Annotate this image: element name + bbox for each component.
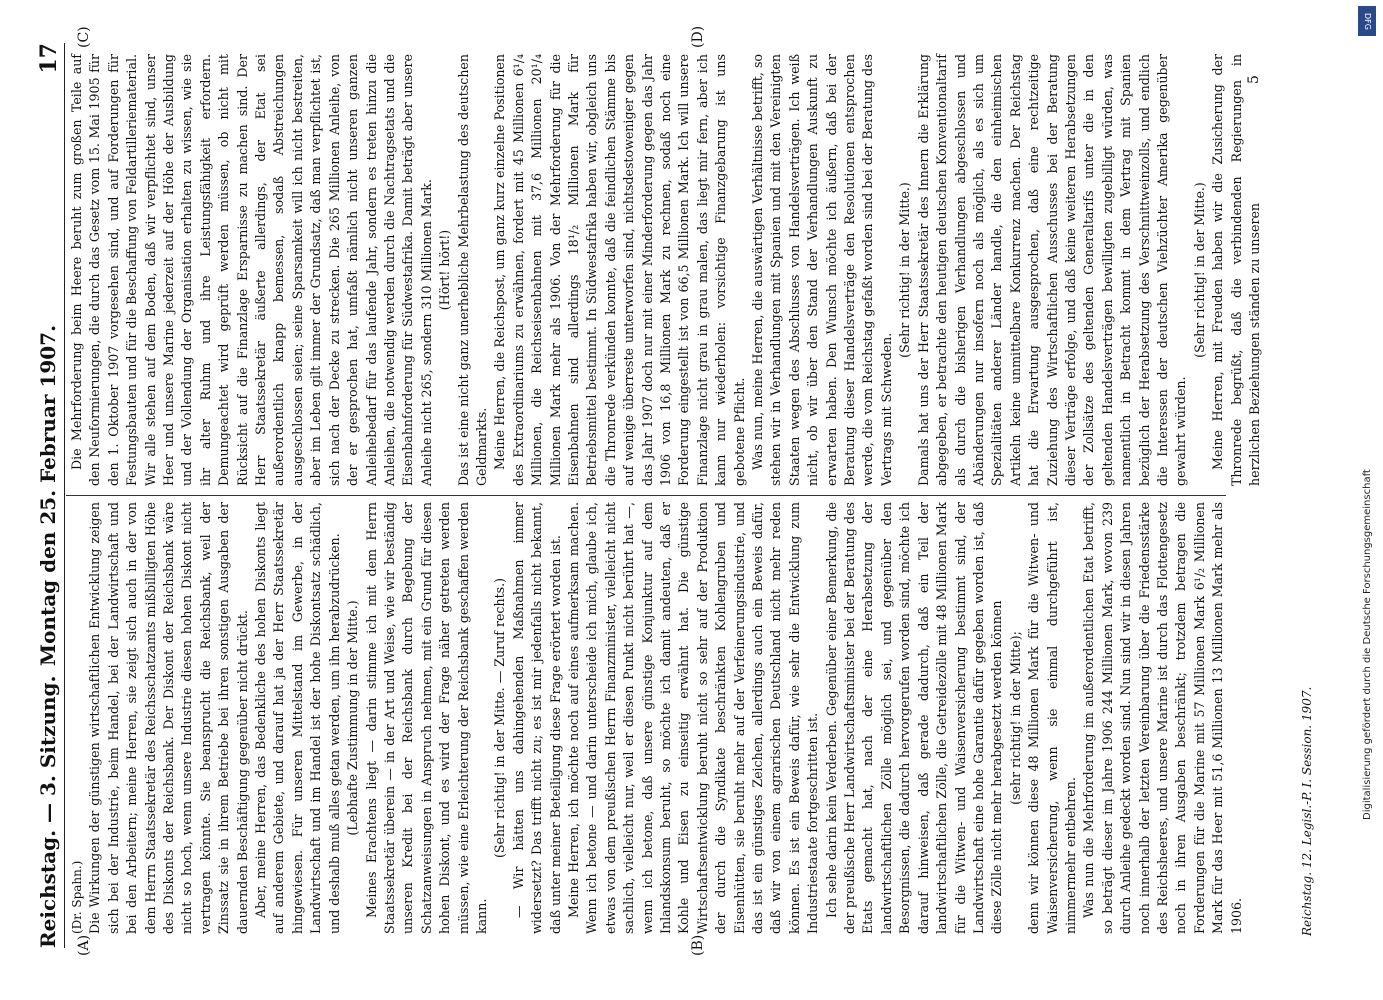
right-column — [68, 54, 1264, 486]
margin-letter-c: (C) — [76, 26, 92, 48]
header-date: Montag den 25. Februar 1907. — [36, 324, 60, 667]
right-column-paragraph: Die Mehrforderung beim Heere beruht zum großen Teile auf den Neuformierungen, die durch das Gesetz vom 15. Mai 1905 für den 1. Oktober 1907 vorgesehen sind, und auf Forderungen für Festungsbauten und für die Beschaffung von Feldartilleriematerial. Wir alle stehen auf dem Boden, daß wir verpflichtet sind, unser Heer und unsere Marine jederzeit auf der Höhe der Ausbildung und der Vollendung der Organisation erhalten zu wissen, wie sie ihr alter Ruhm und ihre Leistungsfähigkeit erfordern. Demungeachtet wird geprüft werden müssen, ob nicht mit Rücksicht auf die Finanzlage Ersparnisse zu machen sind. Der Herr Staatssekretär äußerte allerdings, der Etat sei außerordentlich knapp bemessen, sodaß Abstreichungen ausgeschlossen seien; seine Sparsamkeit will ich nicht bestreiten, aber im Leben gilt immer der Grundsatz, daß man verpflichtet ist, sich nach der Decke zu strecken. Die 265 Millionen Anleihe, von der er gesprochen hat, umfaßt nämlich nicht unseren ganzen Anleihebedarf für das laufende Jahr, sondern es treten hinzu die Anleihen, die notwendig werden durch die Nachtragsetats und die Eisenbahnforderung für Südwestafrika. Damit beträgt aber unsere Anleihe nicht 265, sondern 310 Millionen Mark. — [69, 54, 434, 486]
right-column-paragraph: (Sehr richtig! in der Mitte.) — [897, 182, 913, 358]
right-column-paragraph: Meine Herren, die Reichspost, um ganz kurz einzelne Positionen des Extraordinariums zu erwähnen, fordert mit 45 Millionen 6¹/₄ Millionen, die Reichseisenbahnen mit 37,6 Millionen 20¹/₄ Millionen Mark mehr als 1906. Von der Mehrforderung für die Eisenbahnen sind allerdings 18¹/₂ Millionen Mark für Betriebsmittel bestimmt. In Südwestafrika haben wir, obgleich uns die Thronrede verkünden konnte, daß die feindlichen Stämme bis auf wenige überreste unterworfen sind, nichtsdestoweniger gegen das Jahr 1907 doch nur mit einer Minderforderung gegen das Jahr 1906 von 16,8 Millionen Mark zu rechnen, sodaß noch eine Forderung eingestellt ist von 66,5 Millionen Mark. Ich will unsere Finanzlage nicht grau in grau malen, das liegt mir fern, aber ich kann nur wiederholen: vorsichtige Finanzgebarung ist uns gebotene Pflicht. — [492, 54, 747, 486]
right-column-paragraph: Das ist eine nicht ganz unerhebliche Mehrbelastung des deutschen Geldmarkts. — [455, 54, 489, 486]
right-column-paragraph: (Sehr richtig! in der Mitte.) — [1191, 182, 1207, 358]
margin-letter-d: (D) — [690, 25, 706, 48]
left-column-paragraph: Ich sehe darin kein Verderben. Gegenüber einer Bemerkung, die der preußische Herr Landwirtschaftsminister bei der Beratung des Etats gemacht hat, nach der eine Herabsetzung der landwirtschaftlichen Zölle möglich sei, und gegenüber den Besorgnissen, die dadurch hervorgerufen worden sind, möchte ich darauf hinweisen, daß gerade dadurch, daß ein Teil der landwirtschaftlichen Zölle, die Getreidezölle mit 48 Millionen Mark für die Witwen- und Waisenversicherung bestimmt sind, der Landwirtschaft eine hohe Garantie dafür gegeben worden ist, daß diese Zölle nicht mehr herabgesetzt werden können — [823, 502, 1005, 934]
margin-letter-a: (A) — [76, 934, 92, 956]
right-column-paragraph: Damals hat uns der Herr Staatssekretär des Innern die Erklärung abgegeben, er betrachte den heutigen deutschen Konventionaltarif als durch die bisherigen Verhandlungen abgeschlossen und Abänderungen nur insofern noch als möglich, als es sich um Spezialitäten anderer Länder handle, die den einheimischen Artikeln keine unmittelbare Konkurrenz machen. Der Reichstag hat die Erwartung ausgesprochen, daß eine rechtzeitige Zuziehung des Wirtschaftlichen Ausschusses bei der Beratung dieser Verträge erfolge, und daß keine weiteren Herabsetzungen der Zollsätze des geltenden Generaltarifs unter die in den geltenden Handelsverträgen bewilligten zugebilligt würden, was namentlich in Betracht kommt in dem Vertrag mit Spanien bezüglich der Herabsetzung des Verschnittweinzolls, und endlich die Interessen der deutschen Viehzüchter Amerika gegenüber gewahrt würden. — [915, 54, 1189, 486]
left-column-paragraph: Die Wirkungen der günstigen wirtschaftlichen Entwicklung zeigen sich bei der Industrie, beim Handel, bei der Landwirtschaft und bei den Arbeitern; meine Herren, sie zeigt sich auch in der von dem Herrn Staatssekretär des Reichsschatzamts mißbilligten Höhe des Diskonts der Reichsbank. Der Diskont der Reichsbank wäre nicht so hoch, wenn unsere Industrie diesen hohen Diskont nicht vertragen könnte. Sie beansprucht die Reichsbank, weil der Zinssatz sie in ihrem Betriebe bei ihren sonstigen Ausgaben der dauernden Beschäftigung gegenüber nicht drückt. — [87, 502, 250, 934]
margin-letter-b: (B) — [690, 934, 706, 956]
dfg-badge: DFG — [1358, 6, 1376, 36]
page-footer: Reichstag. 12. Legisl.-P. I. Session. 1907. — [1300, 686, 1314, 936]
left-column-paragraph: (sehr richtig! in der Mitte); — [1007, 631, 1023, 805]
signature-mark: 5 — [1246, 75, 1262, 84]
header-session: Reichstag. — 3. Sitzung. — [36, 675, 60, 948]
left-column-paragraph: — Wir hätten uns dahingehenden Maßnahmen immer widersetzt? Das trifft nicht zu; es ist mir jedenfalls nicht bekannt, daß unter meiner Beteiligung diese Frage erörtert worden ist. — [510, 502, 563, 934]
left-column-paragraph: (Dr. Spahn.) — [70, 860, 84, 934]
column-divider — [66, 495, 1226, 496]
left-column-paragraph: (Sehr richtig! in der Mitte. — Zuruf rechts.) — [492, 577, 508, 859]
left-column-paragraph: Aber, meine Herren, das Bedenkliche des hohen Diskonts liegt auf anderem Gebiete, und darauf hat ja der Herr Staatssekretär hingewiesen. Für unseren Mittelstand im Gewerbe, in der Landwirtschaft und im Handel ist der hohe Diskontsatz schädlich, und deshalb muß alles getan werden, um ihn herabzudrücken. — [253, 502, 342, 934]
left-column — [68, 502, 1246, 934]
left-column-paragraph: Meine Herren, ich möchte noch auf eines aufmerksam machen. Wenn ich betone — und darin unterscheide ich mich, glaube ich, etwas von dem preußischen Herrn Finanzminister, vielleicht nicht sachlich, vielleicht nur, weil er diesen Punkt nicht berührt hat —, wenn ich betone, daß unsere günstige Konjunktur auf dem Inlandskonsum beruht, so möchte ich damit andeuten, daß er Kohle und Eisen zu einseitig erwähnt hat. Die günstige Wirtschaftsentwicklung beruht nicht so sehr auf der Produktion der durch die Syndikate beschränkten Kohlengruben und Eisenhütten, sie beruht mehr auf der Verfeinerungsindustrie, und das ist ein günstiges Zeichen, allerdings auch ein Beweis dafür, daß wir von einem agrarischen Deutschland nicht mehr reden können. Es ist ein Beweis dafür, wie sehr die Entwicklung zum Industriestaate fortgeschritten ist. — [565, 502, 821, 934]
left-column-paragraph: denn wir können diese 48 Millionen Mark für die Witwen- und Waisenversicherung, wenn sie einmal durchgeführt ist, nimmermehr entbehren. — [1026, 502, 1078, 934]
page-number: 17 — [36, 43, 62, 74]
right-column-paragraph: Was nun, meine Herren, die auswärtigen Verhältnisse betrifft, so stehen wir in Verhandlungen mit Spanien und mit den Vereinigten Staaten wegen des Abschlusses von Handelsverträgen. Ich weiß nicht, ob wir über den Stand der Verhandlungen Auskunft zu erwarten haben. Den Wunsch möchte ich äußern, daß bei der Beratung dieser Handelsverträge den Resolutionen entsprochen werde, die vom Reichstag gefaßt worden sind bei der Beratung des Vertrags mit Schweden. — [750, 54, 894, 486]
left-column-paragraph: (Lebhafte Zustimmung in der Mitte.) — [345, 600, 361, 836]
digitization-credit: Digitalisierung gefördert durch die Deutsche Forschungsgemeinschaft — [1362, 469, 1373, 820]
right-column-paragraph: Meine Herren, mit Freuden haben wir die Zusicherung der Thronrede begrüßt, daß die verbindenden Regierungen in herzlichen Beziehungen ständen zu unseren — [1210, 54, 1262, 486]
right-column-paragraph: (Hört! hört!) — [437, 229, 453, 311]
left-column-paragraph: Was nun die Mehrforderung im außerordentlichen Etat betrifft, so beträgt dieser im Jahre 1906 244 Millionen Mark, wovon 239 durch Anleihe gedeckt worden sind. Nun sind wir in diesen Jahren noch innerhalb der letzten Vereinbarung über die Friedensstärke des Reichsheeres, und unsere Marine ist durch das Flottengesetz noch in ihren Ausgaben beschränkt; trotzdem betragen die Forderungen für die Marine mit 57 Millionen Mark 6¹/₂ Millionen Mark für das Heer mit 51,6 Millionen 13 Millionen Mark mehr als 1906. — [1081, 502, 1244, 934]
page-header — [30, 43, 65, 948]
left-column-paragraph: Meines Erachtens liegt — darin stimme ich mit dem Herrn Staatssekretär überein — in der Art und Weise, wie wir beständig unseren Kredit bei der Reichsbank durch Begebung der Schatzanweisungen in Anspruch nehmen, mit ein Grund für diesen hohen Diskont, und es wird der Frage näher getreten werden müssen, wie eine Erleichterung der Reichsbank geschaffen werden kann. — [363, 502, 489, 934]
